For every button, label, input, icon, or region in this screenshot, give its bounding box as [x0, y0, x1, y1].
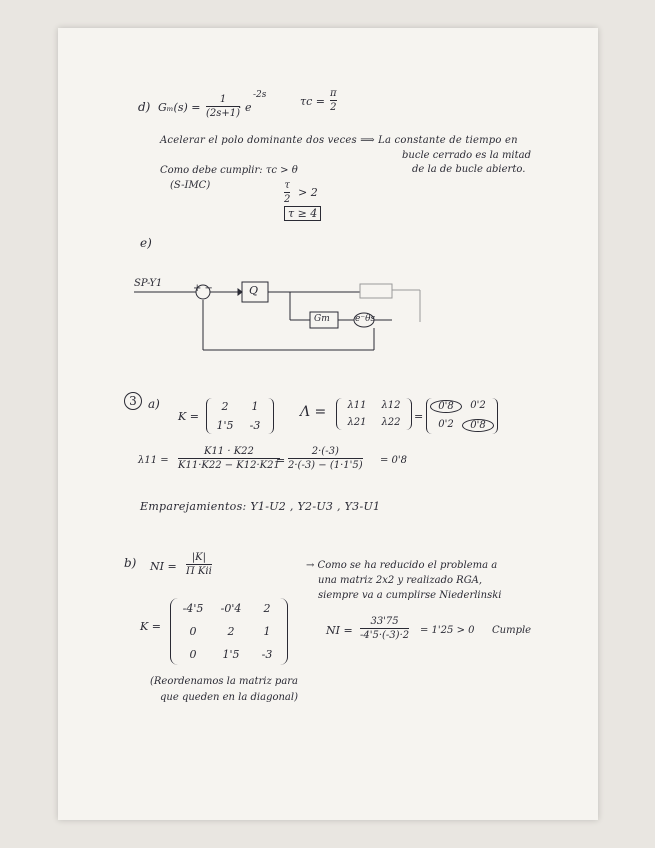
ni-fraction [186, 552, 212, 577]
ineq-num: τ [284, 180, 290, 191]
ni2-lhs: NI = [326, 624, 353, 637]
lambda-values-matrix [426, 398, 498, 434]
note-line-3: siempre va a cumplirse Niederlinski [318, 590, 502, 601]
k3-matrix [170, 598, 288, 665]
question-number: 3 [124, 392, 142, 410]
lambda-values-cell: 0'8 [430, 400, 462, 413]
accel-line-b: bucle cerrado es la mitad [402, 150, 532, 161]
k3-matrix-cell: 2 [227, 625, 235, 638]
lambda-values-cell: 0'2 [438, 419, 454, 430]
k3-matrix-cell: -4'5 [182, 602, 204, 615]
part-a-label: a) [148, 397, 160, 411]
gm-lhs: Gₘ(s) = [158, 101, 201, 114]
k-matrix-cell: 1'5 [216, 419, 234, 432]
k-matrix-cell: 1 [251, 400, 259, 413]
reorder-line-2: que queden en la diagonal) [160, 692, 298, 703]
pairings: Emparejamientos: Y1-U2 , Y2-U3 , Y3-U1 [140, 500, 381, 513]
k3-matrix-cell: 0 [189, 625, 197, 638]
gm-numerator: 1 [219, 94, 227, 105]
l11-den2: 2·(-3) − (1·1'5) [288, 460, 363, 471]
part-e-label: e) [140, 236, 152, 250]
tau-lhs: τc = [300, 95, 325, 108]
ni2-den: -4'5·(-3)·2 [360, 630, 410, 641]
l11-fraction [178, 446, 280, 471]
accel-line: Acelerar el polo dominante dos veces ⟹ La constante de tiempo en [160, 135, 518, 146]
condition-line: Como debe cumplir: τc > θ [160, 165, 298, 176]
l11-lhs: λ11 = [138, 455, 169, 466]
boxed-result: τ ≥ 4 [284, 206, 321, 221]
arrow-to-q [238, 289, 242, 295]
ineq-den: 2 [284, 194, 291, 205]
ni2-result: = 1'25 > 0 [420, 625, 475, 636]
accel-line-c: de la de bucle abierto. [412, 164, 526, 175]
sum-sign: + − [193, 283, 213, 294]
k3-matrix-cell: -0'4 [220, 602, 242, 615]
tau-den: 2 [330, 102, 337, 113]
q-block-label: Q [249, 284, 259, 297]
ni2-fraction [360, 616, 409, 641]
ni-lhs: NI = [150, 560, 177, 573]
k-matrix-cell: 2 [221, 400, 229, 413]
lambda-values-cell: 0'8 [462, 419, 494, 432]
gm-exp-power: -2s [253, 90, 267, 100]
k3-matrix-cell: -3 [261, 648, 273, 661]
ni-den: Π Kii [186, 566, 212, 577]
k3-matrix-cell: 2 [263, 602, 271, 615]
lambda-matrix-cell: λ22 [381, 417, 401, 428]
k3-lhs: K = [140, 620, 161, 633]
gm-block-label: Gm [314, 314, 330, 324]
ni2-num: 33'75 [370, 616, 399, 627]
lambda-matrix [336, 398, 412, 430]
part-d-label: d) [138, 100, 151, 114]
part-b-label: b) [124, 556, 137, 570]
lambda-values-cell: 0'2 [470, 400, 486, 411]
l11-fraction-values [288, 446, 363, 471]
k-matrix-cell: -3 [249, 419, 261, 432]
lambda-matrix-cell: λ11 [347, 400, 367, 411]
gm-exp-base: · e [238, 101, 252, 114]
lambda-matrix-cell: λ21 [347, 417, 367, 428]
k3-matrix-cell: 0 [189, 648, 197, 661]
k-lhs: K = [178, 410, 199, 423]
l11-den: K11·K22 − K12·K21 [178, 460, 280, 471]
input-label: SP-Y1 [134, 278, 163, 289]
gm-denominator: (2s+1) [206, 108, 241, 119]
k3-matrix-cell: 1'5 [222, 648, 240, 661]
l11-num: K11 · K22 [203, 446, 254, 457]
reorder-line-1: (Reordenamos la matriz para [150, 676, 299, 687]
ineq-rhs: > 2 [298, 186, 318, 199]
k3-matrix-cell: 1 [263, 625, 271, 638]
simc-label: (S-IMC) [170, 180, 211, 191]
lambda-lhs: Λ = [300, 404, 327, 420]
ni-num: |K| [191, 552, 206, 563]
theta-block-label: e⁻θs [355, 314, 376, 324]
lambda-matrix-cell: λ12 [381, 400, 401, 411]
plant-block-faint [360, 284, 392, 298]
k-matrix [206, 398, 274, 434]
l11-num2: 2·(-3) [311, 446, 339, 457]
tau-num: π [330, 88, 337, 99]
l11-result: = 0'8 [380, 455, 408, 466]
note-line-2: una matriz 2x2 y realizado RGA, [318, 575, 483, 586]
note-line-1: → Como se ha reducido el problema a [306, 560, 498, 571]
ni2-verdict: Cumple [492, 625, 532, 636]
